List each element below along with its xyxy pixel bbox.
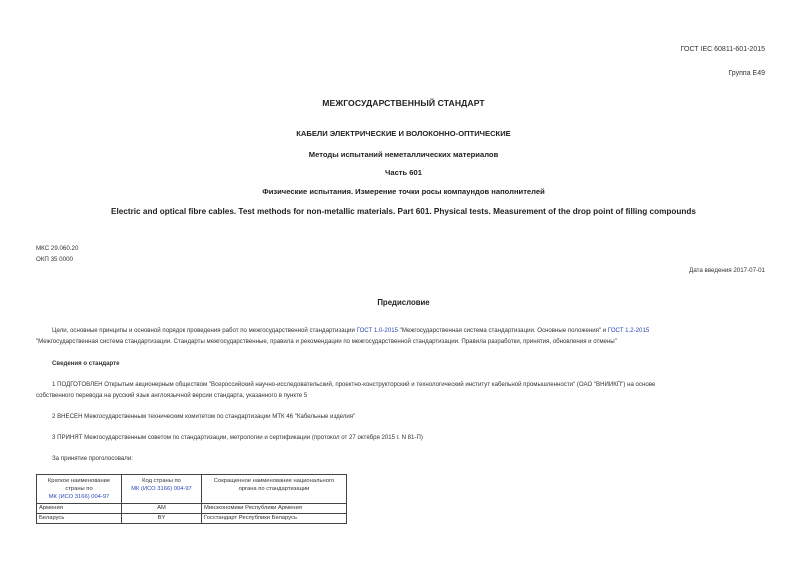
standard-info-heading: Сведения о стандарте [52, 360, 120, 367]
foreword-heading: Предисловие [377, 298, 430, 307]
column-header-organization: Сокращенное наименование национального органа по стандартизации [202, 475, 347, 504]
methods-title: Методы испытаний неметаллических материалов [308, 150, 499, 159]
voting-states-table [36, 474, 347, 524]
column-header-code: Код страны по МК (ИСО 3166) 004-97 [122, 475, 202, 504]
mk-iso-link[interactable]: МК (ИСО 3166) 004-97 [48, 494, 110, 500]
main-title: КАБЕЛИ ЭЛЕКТРИЧЕСКИЕ И ВОЛОКОННО-ОПТИЧЕСКИЕ [296, 129, 511, 138]
organization-cell: Минэкономики Республики Армения [202, 504, 347, 514]
code-cell: AM [122, 504, 202, 514]
document-number: ГОСТ IEC 60811-601-2015 [680, 46, 765, 53]
standard-type-title: МЕЖГОСУДАРСТВЕННЫЙ СТАНДАРТ [322, 98, 485, 108]
part-title: Часть 601 [385, 168, 422, 177]
introduction-date: Дата введения 2017-07-01 [689, 267, 765, 274]
english-title: Electric and optical fibre cables. Test methods for non-metallic materials. Part 601. Physical tests. Measurement of the drop point of filling compounds [111, 207, 696, 216]
country-cell: Армения [37, 504, 122, 514]
physical-tests-title: Физические испытания. Измерение точки росы компаундов наполнителей [262, 187, 545, 196]
group-code: Группа Е49 [728, 70, 765, 77]
table-row [37, 504, 347, 514]
item-2: 2 ВНЕСЕН Межгосударственным техническим комитетом по стандартизации МТК 46 "Кабельные изделия" [52, 413, 356, 420]
country-cell: Беларусь [37, 514, 122, 524]
mk-iso-link[interactable]: МК (ИСО 3166) 004-97 [131, 486, 192, 492]
organization-cell: Госстандарт Республики Беларусь [202, 514, 347, 524]
table-header-row [37, 475, 347, 504]
okp-code: ОКП 35 0000 [36, 256, 73, 263]
foreword-paragraph-line1 [52, 327, 649, 334]
foreword-paragraph-line2: "Межгосударственная система стандартизации. Стандарты межгосударственные, правила и рекомендации по межгосударственной стандартизации. Правила разработки, принятия, обновления и отмены" [36, 338, 617, 345]
table-row [37, 514, 347, 524]
item-3: 3 ПРИНЯТ Межгосударственным советом по стандартизации, метрологии и сертификации (протокол от 27 октября 2015 г. N 81-П) [52, 434, 423, 441]
mks-code: МКС 29.060.20 [36, 245, 79, 252]
column-header-country: Краткое наименование страны по МК (ИСО 3166) 004-97 [37, 475, 122, 504]
gost-1-2-link[interactable]: ГОСТ 1.2-2015 [607, 327, 650, 334]
foreword-text-a: Цели, основные принципы и основной порядок проведения работ по межгосударственной стандартизации [52, 327, 357, 334]
item-1-line2: собственного перевода на русский язык англоязычной версии стандарта, указанного в пункте 5 [36, 392, 308, 399]
code-cell: BY [122, 514, 202, 524]
gost-1-0-link[interactable]: ГОСТ 1.0-2015 [356, 327, 398, 334]
foreword-text-b: "Межгосударственная система стандартизации. Основные положения" и [397, 327, 608, 334]
item-1-line1: 1 ПОДГОТОВЛЕН Открытым акционерным обществом "Всероссийский научно-исследовательский, проектно-конструкторский и технологический институт кабельной промышленности" (ОАО "ВНИИКП") на основе [52, 381, 656, 388]
voted-label: За принятие проголосовали: [52, 455, 133, 462]
